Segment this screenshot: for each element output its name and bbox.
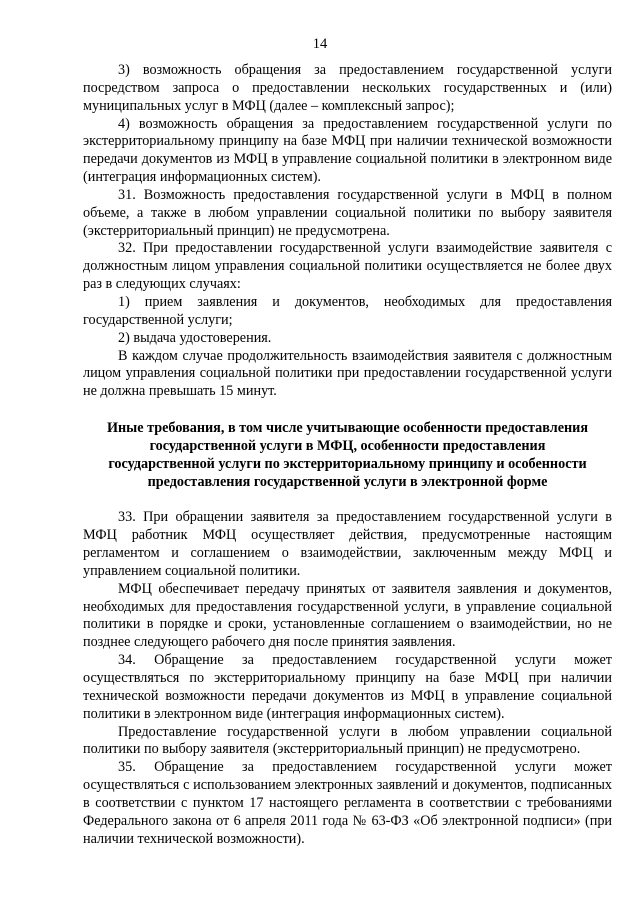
paragraph-item-3: 3) возможность обращения за предоставлением государственной услуги посредством запроса о предоставлении нескольких государственных и (или) муниципальных услуг в МФЦ (далее – комплексный запрос); (83, 62, 612, 114)
paragraph-34: 34. Обращение за предоставлением государственной услуги может осуществляться по экстерриториальному принципу на базе МФЦ при наличии технической возможности передачи документов из МФЦ в управление социальной политики в электронном виде (интеграция информационных систем). (83, 652, 612, 722)
paragraph-32: 32. При предоставлении государственной услуги взаимодействие заявителя с должностным лицом управления социальной политики осуществляется не более двух раз в следующих случаях: (83, 240, 612, 293)
paragraph-33: 33. При обращении заявителя за предоставлением государственной услуги в МФЦ работник МФЦ осуществляет действия, предусмотренные настоящим регламентом и соглашением о взаимодействии, заключенным между МФЦ и управлением социальной политики. (83, 509, 612, 579)
paragraph-extraterritorial: Предоставление государственной услуги в любом управлении социальной политики по выбору заявителя (экстерриториальный принцип) не предусмотрено. (83, 723, 612, 758)
paragraph-mfc-transfer: МФЦ обеспечивает передачу принятых от заявителя заявления и документов, необходимых для предоставления государственной услуги, в управление социальной политики в порядке и сроки, установленные соглашением о взаимодействии, но не позднее следующего рабочего дня после принятия заявления. (83, 580, 612, 651)
paragraph-32-item-2: 2) выдача удостоверения. (118, 329, 272, 346)
paragraph-31: 31. Возможность предоставления государственной услуги в МФЦ в полном объеме, а также в любом управлении социальной политики по выбору заявителя (экстерриториальный принцип) не предусмотрена. (83, 186, 612, 239)
paragraph-interaction-duration: В каждом случае продолжительность взаимодействия заявителя с должностным лицом управления социальной политики при предоставлении государственной услуги не должна превышать 15 минут. (83, 347, 612, 400)
document-body (83, 62, 612, 848)
paragraph-32-item-1: 1) прием заявления и документов, необходимых для предоставления государственной услуги; (83, 293, 612, 328)
paragraph-35: 35. Обращение за предоставлением государственной услуги может осуществляться с использованием электронных заявлений и документов, подписанных в соответствии с пунктом 17 настоящего регламента в соответствии с требованиями Федерального закона от 6 апреля 2011 года № 63-ФЗ «Об электронной подписи» (при наличии технической возможности). (83, 759, 612, 847)
section-heading: Иные требования, в том числе учитывающие особенности предоставления государственной услуги в МФЦ, особенности предоставления государственной услуги по экстерриториальному принципу и особенности предоставления государственной услуги в электронной форме (106, 420, 589, 490)
page-number: 14 (312, 36, 328, 52)
paragraph-item-4: 4) возможность обращения за предоставлением государственной услуги по экстерриториальному принципу на базе МФЦ при наличии технической возможности передачи документов из МФЦ в управление социальной политики в электронном виде (интеграция информационных систем). (83, 115, 612, 186)
